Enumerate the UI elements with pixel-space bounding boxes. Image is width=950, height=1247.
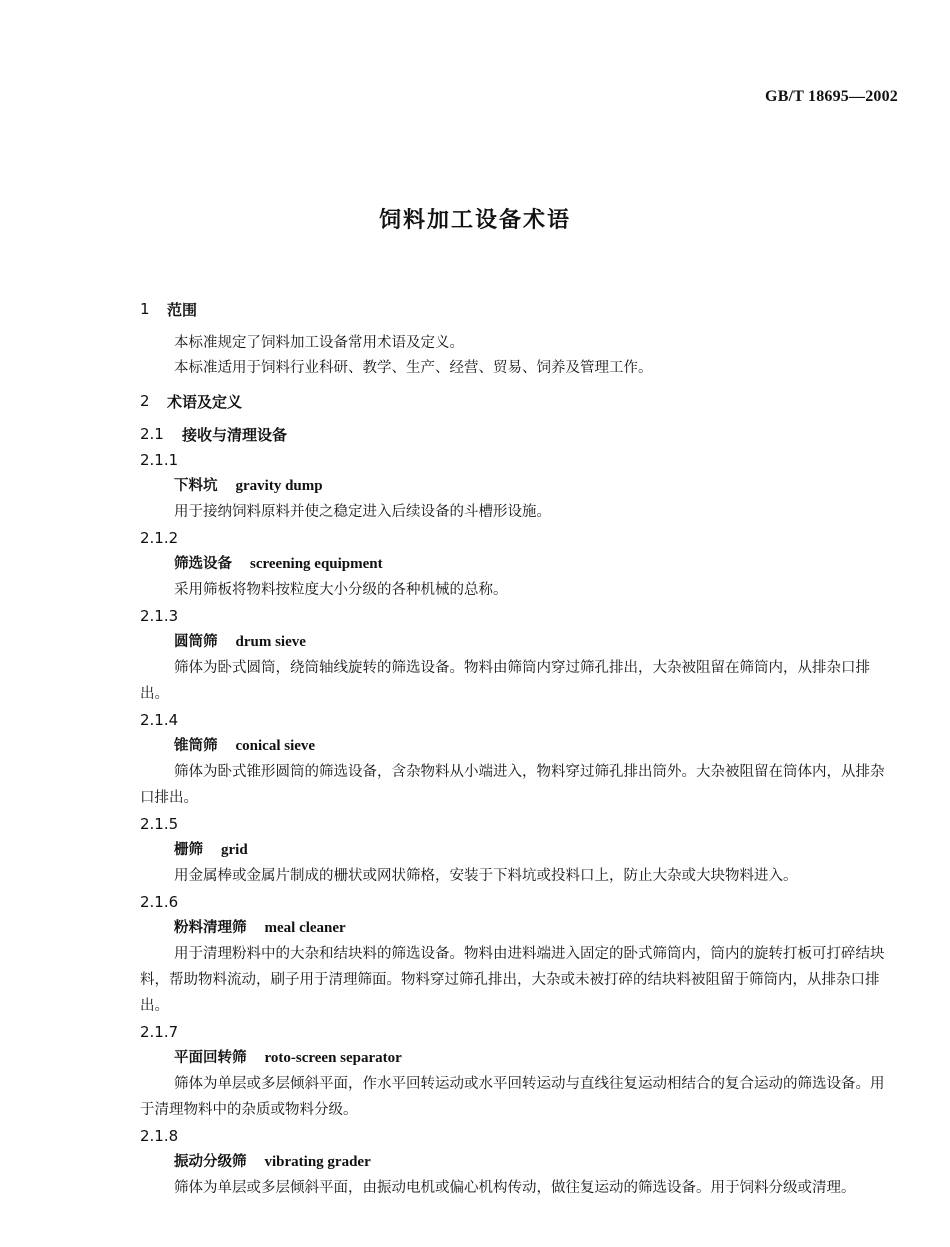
term-chinese: 筛选设备 [174, 556, 232, 572]
term-english: roto-screen separator [264, 1050, 402, 1066]
document-body [140, 293, 898, 1201]
term-entry [140, 603, 898, 707]
term-definition: 筛体为卧式锥形圆筒的筛选设备，含杂物料从小端进入，物料穿过筛孔排出筒外。大杂被阻留在筒体内，从排杂口排出。 [140, 764, 885, 806]
term-entry [140, 1019, 898, 1123]
term-heading [140, 1045, 898, 1071]
section-number: 1 [140, 300, 150, 318]
document-title: 饲料加工设备术语 [378, 208, 571, 233]
term-number: 2.1.8 [140, 1127, 179, 1145]
section-number: 2 [140, 392, 150, 410]
term-definition: 采用筛板将物料按粒度大小分级的各种机械的总称。 [174, 582, 508, 598]
term-number: 2.1.7 [140, 1023, 179, 1041]
term-heading [140, 629, 898, 655]
term-chinese: 圆筒筛 [174, 634, 218, 650]
term-chinese: 锥筒筛 [174, 738, 218, 754]
term-definition: 用于清理粉料中的大杂和结块料的筛选设备。物料由进料端进入固定的卧式筛筒内，筒内的旋转打板可打碎结块料，帮助物料流动，刷子用于清理筛面。物料穿过筛孔排出，大杂或未被打碎的结块料被阻留于筛筒内，从排杂口排出。 [140, 946, 885, 1014]
term-entry [140, 447, 898, 525]
term-number: 2.1.3 [140, 607, 179, 625]
subsection-heading [140, 421, 898, 447]
section-1-heading [140, 293, 898, 325]
section-title: 术语及定义 [167, 392, 243, 411]
term-definition: 筛体为单层或多层倾斜平面，作水平回转运动或水平回转运动与直线往复运动相结合的复合运动的筛选设备。用于清理物料中的杂质或物料分级。 [140, 1076, 885, 1118]
term-english: drum sieve [235, 634, 306, 650]
term-heading [140, 1149, 898, 1175]
term-number: 2.1.2 [140, 529, 179, 547]
term-entry [140, 811, 898, 889]
term-english: screening equipment [250, 556, 383, 572]
paragraph: 本标准规定了饲料加工设备常用术语及定义。 [174, 335, 464, 351]
term-definition: 用金属棒或金属片制成的栅状或网状筛格，安装于下料坑或投料口上，防止大杂或大块物料进入。 [174, 868, 798, 884]
term-number: 2.1.1 [140, 451, 179, 469]
term-chinese: 平面回转筛 [174, 1050, 247, 1066]
standard-code: GB/T 18695—2002 [765, 88, 898, 105]
term-english: vibrating grader [264, 1154, 371, 1170]
section-1-body [140, 331, 898, 381]
term-chinese: 栅筛 [174, 842, 203, 858]
term-entry [140, 1123, 898, 1201]
term-heading [140, 915, 898, 941]
term-definition: 筛体为单层或多层倾斜平面，由振动电机或偏心机构传动，做往复运动的筛选设备。用于饲料分级或清理。 [174, 1180, 856, 1196]
term-english: gravity dump [235, 478, 323, 494]
term-chinese: 振动分级筛 [174, 1154, 247, 1170]
term-number: 2.1.6 [140, 893, 179, 911]
subsection-title: 接收与清理设备 [182, 425, 288, 444]
term-entry [140, 525, 898, 603]
term-number: 2.1.4 [140, 711, 179, 729]
term-heading [140, 733, 898, 759]
term-entry [140, 889, 898, 1019]
term-heading [140, 551, 898, 577]
term-english: conical sieve [235, 738, 316, 754]
term-chinese: 下料坑 [174, 478, 218, 494]
subsection-number: 2.1 [140, 425, 164, 443]
term-chinese: 粉料清理筛 [174, 920, 247, 936]
term-definition: 用于接纳饲料原料并使之稳定进入后续设备的斗槽形设施。 [174, 504, 551, 520]
term-entry [140, 707, 898, 811]
term-heading [140, 837, 898, 863]
term-number: 2.1.5 [140, 815, 179, 833]
term-english: grid [221, 842, 248, 858]
term-definition: 筛体为卧式圆筒，绕筒轴线旋转的筛选设备。物料由筛筒内穿过筛孔排出，大杂被阻留在筛筒内，从排杂口排出。 [140, 660, 870, 702]
section-title: 范围 [167, 300, 198, 319]
paragraph: 本标准适用于饲料行业科研、教学、生产、经营、贸易、饲养及管理工作。 [174, 360, 653, 376]
term-heading [140, 473, 898, 499]
section-2-heading [140, 385, 898, 417]
term-english: meal cleaner [264, 920, 346, 936]
